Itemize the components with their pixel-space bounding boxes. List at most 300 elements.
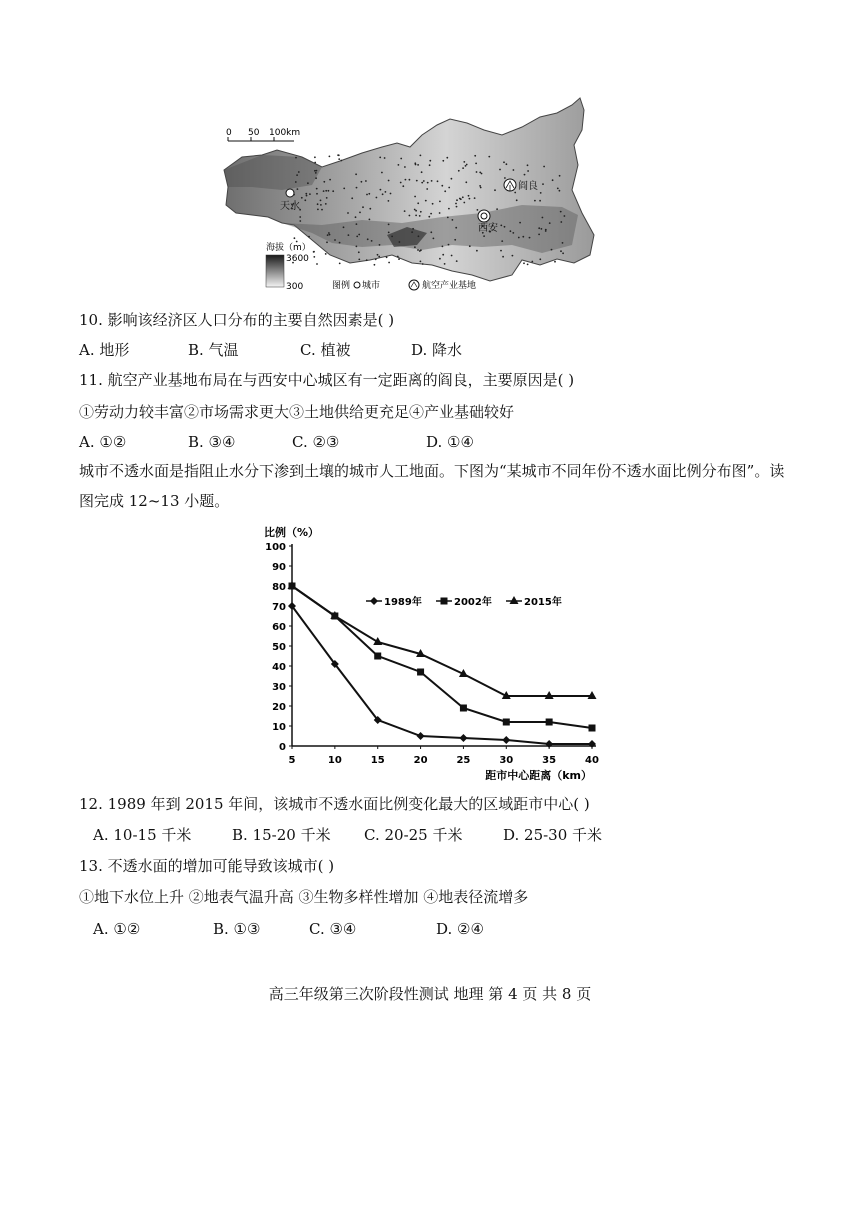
settlement-dot bbox=[465, 165, 467, 167]
q11-statements: ①劳动力较丰富②市场需求更大③土地供给更充足④产业基础较好 bbox=[79, 403, 515, 421]
scale-bar bbox=[226, 128, 300, 141]
settlement-dot bbox=[411, 231, 413, 233]
elevation-title: 海拔（m） bbox=[266, 243, 311, 253]
settlement-dot bbox=[304, 199, 306, 201]
q13-statements: ①地下水位上升 ②地表气温升高 ③生物多样性增加 ④地表径流增多 bbox=[79, 888, 529, 906]
q11-option-a[interactable]: A. ①② bbox=[79, 433, 127, 451]
settlement-dot bbox=[298, 171, 300, 173]
settlement-dot bbox=[405, 179, 407, 181]
settlement-dot bbox=[476, 171, 478, 173]
settlement-dot bbox=[399, 241, 401, 243]
y-tick-label: 40 bbox=[272, 662, 286, 673]
settlement-dot bbox=[315, 177, 317, 179]
y-axis-label: 比例（%） bbox=[264, 526, 320, 539]
settlement-dot bbox=[414, 246, 416, 248]
settlement-dot bbox=[339, 242, 341, 244]
settlement-dot bbox=[381, 172, 383, 174]
impervious-surface-chart bbox=[260, 524, 600, 786]
scale-label-0: 0 bbox=[226, 128, 232, 138]
settlement-dot bbox=[444, 190, 446, 192]
settlement-dot bbox=[514, 192, 516, 194]
settlement-dot bbox=[361, 181, 363, 183]
x-tick-label: 25 bbox=[456, 755, 471, 766]
settlement-dot bbox=[297, 188, 299, 190]
settlement-dot bbox=[545, 230, 547, 232]
x-tick-label: 40 bbox=[585, 755, 599, 766]
settlement-dot bbox=[503, 161, 505, 163]
settlement-dot bbox=[314, 162, 316, 164]
settlement-dot bbox=[560, 250, 562, 252]
settlement-dot bbox=[325, 190, 327, 192]
settlement-dot bbox=[409, 215, 411, 217]
settlement-dot bbox=[328, 190, 330, 192]
settlement-dot bbox=[540, 192, 542, 194]
settlement-dot bbox=[391, 236, 393, 238]
legend-city-icon bbox=[354, 282, 360, 288]
settlement-dot bbox=[483, 235, 485, 237]
settlement-dot bbox=[388, 232, 390, 234]
settlement-dot bbox=[356, 223, 358, 225]
settlement-dot bbox=[299, 216, 301, 218]
settlement-dot bbox=[314, 170, 316, 172]
settlement-dot bbox=[463, 161, 465, 163]
settlement-dot bbox=[320, 200, 322, 202]
settlement-dot bbox=[308, 236, 310, 238]
settlement-dot bbox=[388, 200, 390, 202]
settlement-dot bbox=[469, 198, 471, 200]
settlement-dot bbox=[462, 196, 464, 198]
settlement-dot bbox=[562, 252, 564, 254]
settlement-dot bbox=[398, 164, 400, 166]
terrain-map bbox=[222, 95, 598, 295]
settlement-dot bbox=[468, 195, 470, 197]
settlement-dot bbox=[326, 241, 328, 243]
scale-label-50: 50 bbox=[248, 128, 260, 138]
settlement-dot bbox=[554, 261, 556, 263]
settlement-dot bbox=[376, 197, 378, 199]
q11-stem: 11. 航空产业基地布局在与西安中心城区有一定距离的阎良，主要原因是( ) bbox=[79, 371, 575, 389]
settlement-dot bbox=[465, 181, 467, 183]
settlement-dot bbox=[447, 217, 449, 219]
settlement-dot bbox=[338, 154, 340, 156]
settlement-dot bbox=[444, 263, 446, 265]
settlement-dot bbox=[356, 236, 358, 238]
settlement-dot bbox=[356, 246, 358, 248]
settlement-dot bbox=[414, 209, 416, 211]
settlement-dot bbox=[417, 249, 419, 251]
settlement-dot bbox=[494, 189, 496, 191]
settlement-dot bbox=[518, 237, 520, 239]
settlement-dot bbox=[564, 215, 566, 217]
settlement-dot bbox=[359, 212, 361, 214]
data-point bbox=[589, 725, 596, 732]
settlement-dot bbox=[339, 263, 341, 265]
settlement-dot bbox=[309, 193, 311, 195]
settlement-dot bbox=[500, 225, 502, 227]
settlement-dot bbox=[417, 202, 419, 204]
settlement-dot bbox=[442, 160, 444, 162]
settlement-dot bbox=[432, 203, 434, 205]
settlement-dot bbox=[448, 208, 450, 210]
settlement-dot bbox=[476, 250, 478, 252]
settlement-dot bbox=[527, 164, 529, 166]
settlement-dot bbox=[429, 164, 431, 166]
settlement-dot bbox=[328, 232, 330, 234]
settlement-dot bbox=[365, 180, 367, 182]
city-label-tianshui: 天水 bbox=[280, 201, 300, 212]
settlement-dot bbox=[334, 239, 336, 241]
settlement-dot bbox=[367, 238, 369, 240]
settlement-dot bbox=[338, 158, 340, 160]
settlement-dot bbox=[320, 204, 322, 206]
settlement-dot bbox=[557, 188, 559, 190]
settlement-dot bbox=[439, 258, 441, 260]
x-tick-label: 5 bbox=[288, 755, 296, 766]
q13-option-d[interactable]: D. ②④ bbox=[436, 920, 484, 938]
settlement-dot bbox=[455, 227, 457, 229]
settlement-dot bbox=[329, 156, 331, 158]
settlement-dot bbox=[371, 240, 373, 242]
x-axis-label: 距市中心距离（km） bbox=[485, 769, 592, 782]
x-tick-label: 15 bbox=[370, 755, 385, 766]
x-tick-label: 35 bbox=[542, 755, 557, 766]
settlement-dot bbox=[539, 200, 541, 202]
elevation-gradient bbox=[266, 255, 284, 287]
settlement-dot bbox=[369, 208, 371, 210]
settlement-dot bbox=[356, 187, 358, 189]
settlement-dot bbox=[552, 179, 554, 181]
settlement-dot bbox=[512, 255, 514, 257]
settlement-dot bbox=[455, 203, 457, 205]
settlement-dot bbox=[296, 174, 298, 176]
settlement-dot bbox=[433, 238, 435, 240]
settlement-dot bbox=[301, 197, 303, 199]
legend-marker bbox=[370, 597, 378, 605]
settlement-dot bbox=[513, 169, 515, 171]
settlement-dot bbox=[499, 169, 501, 171]
settlement-dot bbox=[398, 258, 400, 260]
data-point bbox=[460, 705, 467, 712]
settlement-dot bbox=[510, 230, 512, 232]
settlement-dot bbox=[420, 155, 422, 157]
settlement-dot bbox=[347, 212, 349, 214]
q12-option-b[interactable]: B. 15-20 千米 bbox=[232, 826, 331, 844]
settlement-dot bbox=[329, 234, 331, 236]
settlement-dot bbox=[366, 194, 368, 196]
settlement-dot bbox=[501, 240, 503, 242]
settlement-dot bbox=[456, 199, 458, 201]
data-point bbox=[546, 719, 553, 726]
y-tick-label: 90 bbox=[272, 562, 286, 573]
data-point bbox=[502, 736, 510, 744]
settlement-dot bbox=[343, 188, 345, 190]
q12-stem: 12. 1989 年到 2015 年间，该城市不透水面比例变化最大的区域距市中心( ) bbox=[79, 795, 590, 813]
q13-option-c[interactable]: C. ③④ bbox=[309, 920, 357, 938]
settlement-dot bbox=[516, 199, 518, 201]
settlement-dot bbox=[504, 226, 506, 228]
settlement-dot bbox=[502, 256, 504, 258]
settlement-dot bbox=[340, 160, 342, 162]
y-tick-label: 20 bbox=[272, 702, 286, 713]
settlement-dot bbox=[295, 157, 297, 159]
settlement-dot bbox=[421, 171, 423, 173]
page-footer: 高三年级第三次阶段性测试 地理 第 4 页 共 8 页 bbox=[268, 985, 592, 1003]
data-point bbox=[417, 669, 424, 676]
settlement-dot bbox=[313, 256, 315, 258]
q13-option-b[interactable]: B. ①③ bbox=[213, 920, 261, 938]
settlement-dot bbox=[351, 197, 353, 199]
settlement-dot bbox=[539, 258, 541, 260]
settlement-dot bbox=[531, 261, 533, 263]
settlement-dot bbox=[378, 256, 380, 258]
settlement-dot bbox=[317, 203, 319, 205]
settlement-dot bbox=[358, 234, 360, 236]
settlement-dot bbox=[463, 202, 465, 204]
settlement-dot bbox=[355, 216, 357, 218]
settlement-dot bbox=[560, 211, 562, 213]
settlement-dot bbox=[439, 201, 441, 203]
settlement-dot bbox=[439, 212, 441, 214]
settlement-dot bbox=[326, 197, 328, 199]
settlement-dot bbox=[543, 166, 545, 168]
settlement-dot bbox=[479, 185, 481, 187]
settlement-dot bbox=[358, 259, 360, 261]
settlement-dot bbox=[475, 163, 477, 165]
settlement-dot bbox=[375, 259, 377, 261]
data-point bbox=[588, 740, 596, 748]
settlement-dot bbox=[538, 227, 540, 229]
q10-stem: 10. 影响该经济区人口分布的主要自然因素是( ) bbox=[79, 311, 395, 329]
data-point bbox=[417, 732, 425, 740]
y-tick-label: 30 bbox=[272, 682, 286, 693]
legend-label: 2002年 bbox=[454, 597, 492, 608]
settlement-dot bbox=[400, 158, 402, 160]
settlement-dot bbox=[437, 180, 439, 182]
q13-stem: 13. 不透水面的增加可能导致该城市( ) bbox=[79, 857, 335, 875]
settlement-dot bbox=[456, 206, 458, 208]
settlement-dot bbox=[417, 164, 419, 166]
settlement-dot bbox=[327, 234, 329, 236]
settlement-dot bbox=[386, 256, 388, 258]
settlement-dot bbox=[355, 173, 357, 175]
settlement-dot bbox=[469, 245, 471, 247]
legend-aviation: 航空产业基地 bbox=[422, 281, 477, 291]
settlement-dot bbox=[504, 177, 506, 179]
settlement-dot bbox=[421, 182, 423, 184]
settlement-dot bbox=[348, 234, 350, 236]
settlement-dot bbox=[458, 170, 460, 172]
settlement-dot bbox=[299, 220, 301, 222]
settlement-dot bbox=[315, 172, 317, 174]
settlement-dot bbox=[477, 209, 479, 211]
settlement-dot bbox=[316, 188, 318, 190]
settlement-dot bbox=[388, 224, 390, 226]
settlement-dot bbox=[419, 215, 421, 217]
data-point bbox=[459, 734, 467, 742]
legend-prefix: 图例 bbox=[332, 281, 351, 291]
settlement-dot bbox=[429, 160, 431, 162]
y-tick-label: 0 bbox=[279, 742, 286, 753]
x-tick-label: 10 bbox=[327, 755, 342, 766]
settlement-dot bbox=[416, 180, 418, 182]
y-tick-label: 50 bbox=[272, 642, 286, 653]
settlement-dot bbox=[384, 157, 386, 159]
settlement-dot bbox=[454, 239, 456, 241]
settlement-dot bbox=[541, 228, 543, 230]
settlement-dot bbox=[316, 263, 318, 265]
y-tick-label: 80 bbox=[272, 582, 286, 593]
settlement-dot bbox=[325, 203, 327, 205]
legend-label: 1989年 bbox=[384, 597, 422, 608]
settlement-dot bbox=[388, 180, 390, 182]
q10-option-c[interactable]: C. 植被 bbox=[300, 341, 351, 359]
settlement-dot bbox=[325, 253, 327, 255]
settlement-dot bbox=[430, 213, 432, 215]
legend-marker bbox=[510, 596, 519, 604]
settlement-dot bbox=[379, 244, 381, 246]
q13-option-a[interactable]: A. ①② bbox=[93, 920, 141, 938]
legend-label: 2015年 bbox=[524, 597, 562, 608]
settlement-dot bbox=[409, 179, 411, 181]
settlement-dot bbox=[441, 185, 443, 187]
legend-city: 城市 bbox=[362, 281, 381, 291]
settlement-dot bbox=[380, 189, 382, 191]
q10-option-b[interactable]: B. 气温 bbox=[188, 341, 239, 359]
settlement-dot bbox=[418, 235, 420, 237]
settlement-dot bbox=[527, 264, 529, 266]
settlement-dot bbox=[420, 261, 422, 263]
data-point bbox=[374, 653, 381, 660]
settlement-dot bbox=[294, 237, 296, 239]
settlement-dot bbox=[446, 157, 448, 159]
settlement-dot bbox=[559, 190, 561, 192]
settlement-dot bbox=[538, 234, 540, 236]
settlement-dot bbox=[362, 206, 364, 208]
settlement-dot bbox=[404, 210, 406, 212]
settlement-dot bbox=[412, 228, 414, 230]
scale-label-100: 100km bbox=[269, 128, 301, 138]
x-tick-label: 30 bbox=[499, 755, 514, 766]
settlement-dot bbox=[562, 242, 564, 244]
settlement-dot bbox=[332, 190, 334, 192]
settlement-dot bbox=[448, 187, 450, 189]
settlement-dot bbox=[323, 181, 325, 183]
q10-option-a[interactable]: A. 地形 bbox=[79, 341, 130, 359]
settlement-dot bbox=[379, 157, 381, 159]
q12-option-c[interactable]: C. 20-25 千米 bbox=[364, 826, 463, 844]
settlement-dot bbox=[400, 182, 402, 184]
q11-option-b[interactable]: B. ③④ bbox=[188, 433, 236, 451]
y-tick-label: 10 bbox=[272, 722, 286, 733]
settlement-dot bbox=[523, 262, 525, 264]
settlement-dot bbox=[415, 210, 417, 212]
chart-intro: 城市不透水面是指阻止水分下渗到土壤的城市人工地面。下图为“某城市不同年份不透水面比例分布图”。读图完成 12~13 小题。 bbox=[79, 462, 785, 510]
settlement-dot bbox=[560, 221, 562, 223]
settlement-dot bbox=[452, 219, 454, 221]
elevation-low: 300 bbox=[286, 282, 304, 292]
settlement-dot bbox=[423, 180, 425, 182]
settlement-dot bbox=[420, 249, 422, 251]
settlement-dot bbox=[397, 256, 399, 258]
settlement-dot bbox=[466, 164, 468, 166]
settlement-dot bbox=[529, 237, 531, 239]
city-marker-tianshui bbox=[286, 189, 294, 197]
settlement-dot bbox=[524, 174, 526, 176]
elevation-high: 3600 bbox=[286, 254, 309, 264]
settlement-dot bbox=[316, 193, 318, 195]
city-label-yanliang: 阎良 bbox=[518, 181, 538, 192]
city-label-xian: 西安 bbox=[478, 223, 498, 234]
settlement-dot bbox=[500, 250, 502, 252]
q11-option-d[interactable]: D. ①④ bbox=[426, 433, 474, 451]
settlement-dot bbox=[462, 167, 464, 169]
settlement-dot bbox=[415, 215, 417, 217]
settlement-dot bbox=[559, 175, 561, 177]
settlement-dot bbox=[474, 197, 476, 199]
settlement-dot bbox=[534, 200, 536, 202]
settlement-dot bbox=[329, 179, 331, 181]
settlement-dot bbox=[420, 211, 422, 213]
settlement-dot bbox=[382, 193, 384, 195]
settlement-dot bbox=[519, 222, 521, 224]
settlement-dot bbox=[480, 187, 482, 189]
data-point bbox=[503, 719, 510, 726]
y-tick-label: 60 bbox=[272, 622, 286, 633]
settlement-dot bbox=[551, 249, 553, 251]
settlement-dot bbox=[430, 231, 432, 233]
settlement-dot bbox=[404, 166, 406, 168]
settlement-dot bbox=[448, 244, 450, 246]
settlement-dot bbox=[390, 193, 392, 195]
settlement-dot bbox=[377, 254, 379, 256]
q11-option-c[interactable]: C. ②③ bbox=[292, 433, 340, 451]
settlement-dot bbox=[456, 260, 458, 262]
settlement-dot bbox=[496, 208, 498, 210]
settlement-dot bbox=[307, 182, 309, 184]
settlement-dot bbox=[431, 180, 433, 182]
settlement-dot bbox=[374, 264, 376, 266]
settlement-dot bbox=[474, 155, 476, 157]
y-tick-label: 100 bbox=[265, 542, 286, 553]
settlement-dot bbox=[488, 156, 490, 158]
settlement-dot bbox=[451, 255, 453, 257]
settlement-dot bbox=[402, 185, 404, 187]
settlement-dot bbox=[358, 251, 360, 253]
settlement-dot bbox=[428, 216, 430, 218]
settlement-dot bbox=[542, 183, 544, 185]
settlement-dot bbox=[481, 173, 483, 175]
settlement-dot bbox=[306, 195, 308, 197]
settlement-dot bbox=[522, 236, 524, 238]
settlement-dot bbox=[369, 219, 371, 221]
settlement-dot bbox=[313, 251, 315, 253]
settlement-dot bbox=[314, 156, 316, 158]
settlement-dot bbox=[368, 193, 370, 195]
settlement-dot bbox=[385, 191, 387, 193]
q12-option-a[interactable]: A. 10-15 千米 bbox=[93, 826, 192, 844]
settlement-dot bbox=[425, 200, 427, 202]
settlement-dot bbox=[317, 209, 319, 211]
settlement-dot bbox=[323, 190, 325, 192]
q10-option-d[interactable]: D. 降水 bbox=[411, 341, 463, 359]
settlement-dot bbox=[512, 232, 514, 234]
data-point bbox=[545, 740, 553, 748]
settlement-dot bbox=[442, 246, 444, 248]
q12-option-d[interactable]: D. 25-30 千米 bbox=[503, 826, 603, 844]
settlement-dot bbox=[414, 196, 416, 198]
settlement-dot bbox=[426, 188, 428, 190]
settlement-dot bbox=[295, 181, 297, 183]
